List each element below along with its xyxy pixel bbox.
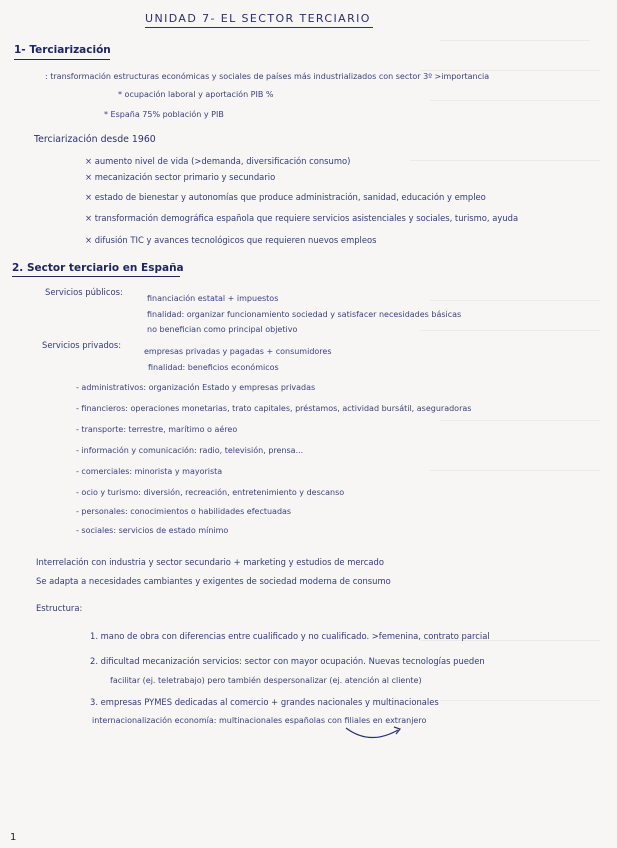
service-type-2: - financieros: operaciones monetarias, trato capitales, préstamos, actividad bursátil, aseguradoras (76, 404, 472, 413)
structure-item-2: 2. dificultad mecanización servicios: sector con mayor ocupación. Nuevas tecnologías pueden (90, 656, 485, 666)
terciarization-since: Terciarización desde 1960 (34, 134, 156, 145)
curved-arrow-icon (340, 724, 410, 746)
page-title: UNIDAD 7- EL SECTOR TERCIARIO (145, 12, 371, 25)
public-services-line-2: finalidad: organizar funcionamiento sociedad y satisfacer necesidades básicas (147, 310, 462, 319)
section-2-heading: 2. Sector terciario en España (12, 262, 184, 274)
interrelation-line-1: Interrelación con industria y sector secundario + marketing y estudios de mercado (36, 557, 384, 567)
page-number: 1 (10, 832, 17, 843)
definition-line-3: * España 75% población y PIB (104, 110, 224, 119)
service-type-7: - personales: conocimientos o habilidades efectuadas (76, 507, 292, 516)
cause-item-5: × difusión TIC y avances tecnológicos que requieren nuevos empleos (85, 235, 377, 245)
interrelation-line-2: Se adapta a necesidades cambiantes y exigentes de sociedad moderna de consumo (36, 576, 391, 586)
service-type-5: - comerciales: minorista y mayorista (76, 467, 223, 476)
service-type-3: - transporte: terrestre, marítimo o aéreo (76, 425, 238, 434)
private-services-line-1: empresas privadas y pagadas + consumidores (144, 347, 332, 356)
private-services-line-2: finalidad: beneficios económicos (148, 363, 279, 372)
structure-item-2-cont: facilitar (ej. teletrabajo) pero también despersonalizar (ej. atención al cliente) (110, 676, 422, 685)
public-services-line-3: no benefician como principal objetivo (147, 325, 298, 334)
cause-item-3: × estado de bienestar y autonomías que produce administración, sanidad, educación y empleo (85, 192, 486, 202)
definition-line-2: * ocupación laboral y aportación PIB % (118, 90, 274, 99)
service-type-8: - sociales: servicios de estado mínimo (76, 526, 229, 535)
definition-line-1: : transformación estructuras económicas y sociales de países más industrializados con sector 3º >importancia (45, 72, 490, 81)
service-type-4: - información y comunicación: radio, televisión, prensa... (76, 446, 304, 455)
structure-item-3: 3. empresas PYMES dedicadas al comercio + grandes nacionales y multinacionales (90, 697, 439, 707)
cause-item-2: × mecanización sector primario y secundario (85, 172, 276, 182)
private-services-label: Servicios privados: (42, 340, 122, 350)
public-services-label: Servicios públicos: (45, 287, 123, 297)
service-type-6: - ocio y turismo: diversión, recreación, entretenimiento y descanso (76, 488, 345, 497)
cause-item-4: × transformación demográfica española que requiere servicios asistenciales y sociales, turismo, ayuda (85, 213, 519, 223)
section-1-heading: 1- Terciarización (14, 44, 111, 56)
service-type-1: - administrativos: organización Estado y empresas privadas (76, 383, 316, 392)
structure-item-3-cont: internacionalización economía: multinacionales españolas con filiales en extranjero (92, 716, 427, 725)
structure-item-1: 1. mano de obra con diferencias entre cualificado y no cualificado. >femenina, contrato parcial (90, 631, 490, 641)
title-underline (145, 27, 373, 28)
public-services-line-1: financiación estatal + impuestos (147, 294, 279, 303)
section-2-underline (12, 276, 180, 277)
section-1-underline (14, 59, 110, 60)
cause-item-1: × aumento nivel de vida (>demanda, diversificación consumo) (85, 156, 351, 166)
structure-label: Estructura: (36, 603, 83, 613)
